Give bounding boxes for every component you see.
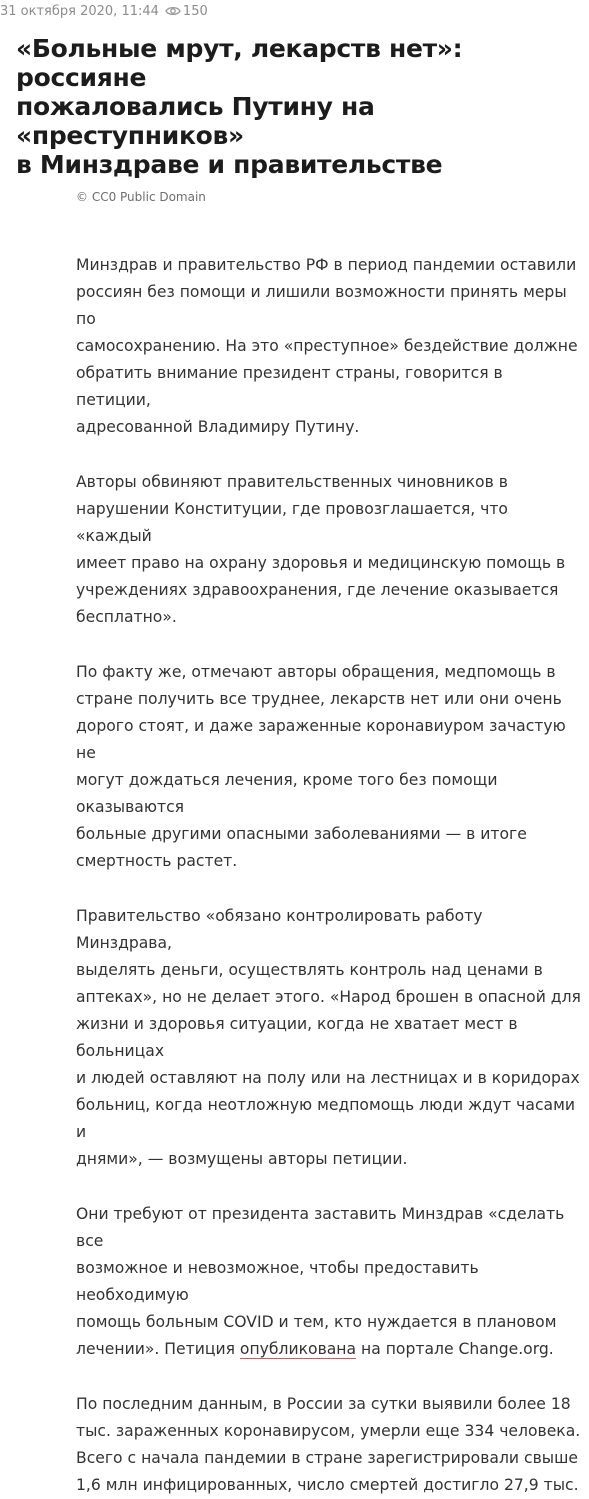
headline-line: в Минздраве и правительстве bbox=[16, 150, 443, 179]
article-headline bbox=[16, 34, 582, 179]
article-paragraph: Авторы обвиняют правительственных чиновников в нарушении Конституции, где провозглашается, что «каждый имеет право на охрану здоровья и медицинскую помощь в учреждениях здравоохранения, где лечение оказывается бесплатно». bbox=[76, 473, 566, 626]
eye-icon bbox=[165, 5, 181, 17]
article-paragraph: По факту же, отмечают авторы обращения, медпомощь в стране получить все труднее, лекарств нет или они очень дорого стоят, и даже зараженные коронавиуром зачастую не могут дождаться лечения, кроме того без помощи оказываются больные другими опасными заболеваниями — в итоге смертность растет. bbox=[76, 663, 566, 870]
headline-line: пожаловались Путину на «преступников» bbox=[16, 92, 375, 150]
article-meta bbox=[0, 2, 208, 20]
photo-credit: © CC0 Public Domain bbox=[76, 190, 206, 204]
publish-date: 31 октября 2020, 11:44 bbox=[0, 3, 159, 19]
headline-line: «Больные мрут, лекарств нет»: россияне bbox=[16, 34, 463, 92]
article-body bbox=[76, 252, 581, 1499]
views-count: 150 bbox=[182, 3, 208, 19]
article-paragraph: Правительство «обязано контролировать работу Минздрава, выделять деньги, осуществлять контроль над ценами в аптеках», но не делает этого. «Народ брошен в опасной для жизни и здоровья ситуации, когда не хватает мест в больницах и людей оставляют на полу или на лестницах и в коридорах больниц, когда неотложную медпомощь люди ждут часами и днями», — возмущены авторы петиции. bbox=[76, 907, 581, 1168]
article-paragraph: Минздрав и правительство РФ в период пандемии оставили россиян без помощи и лишили возможности принять меры по самосохранению. На это «преступное» бездействие должне обратить внимание президент страны, говорится в петиции, адресованной Владимиру Путину. bbox=[76, 256, 578, 436]
petition-link[interactable]: опубликована bbox=[239, 1340, 357, 1358]
article-paragraph: Они требуют от президента заставить Минздрав «сделать все возможное и невозможное, чтобы предоставить необходимую помощь больным COVID и тем, кто нуждается в плановом лечении». Петиция опубликована на портале Change.org. bbox=[76, 1205, 565, 1358]
article-paragraph: По последним данным, в России за сутки выявили более 18 тыс. зараженных коронавирусом, умерли еще 334 человека. Всего с начала пандемии в стране зарегистрировали свыше 1,6 млн инфицированных, число смертей достигло 27,9 тыс. bbox=[76, 1395, 581, 1494]
